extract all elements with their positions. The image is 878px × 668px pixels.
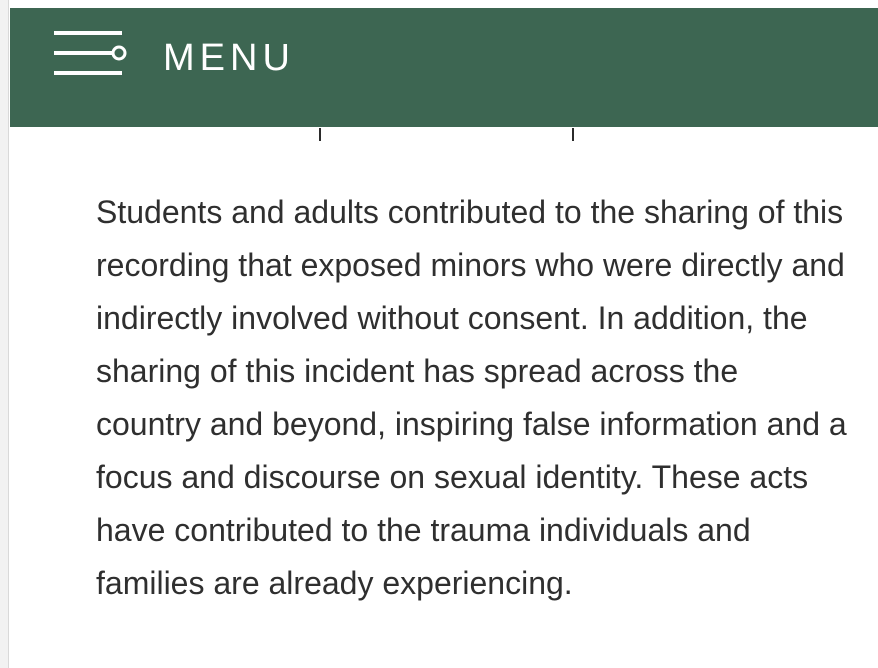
- article-paragraph: Students and adults contributed to the sharing of this recording that exposed minors who were directly and indirectly involved without consent. In addition, the sharing of this incident has spread across the country and beyond, inspiring false information and a focus and discourse on sexual identity. These acts have contributed to the trauma individuals and families are already experiencing.: [96, 194, 847, 601]
- cropped-text-fragment: [319, 128, 321, 141]
- cropped-text-fragment: [572, 128, 574, 141]
- site-header: [10, 8, 878, 127]
- menu-icon[interactable]: [54, 29, 128, 77]
- page-left-border: [0, 0, 9, 668]
- menu-label[interactable]: MENU: [163, 37, 295, 79]
